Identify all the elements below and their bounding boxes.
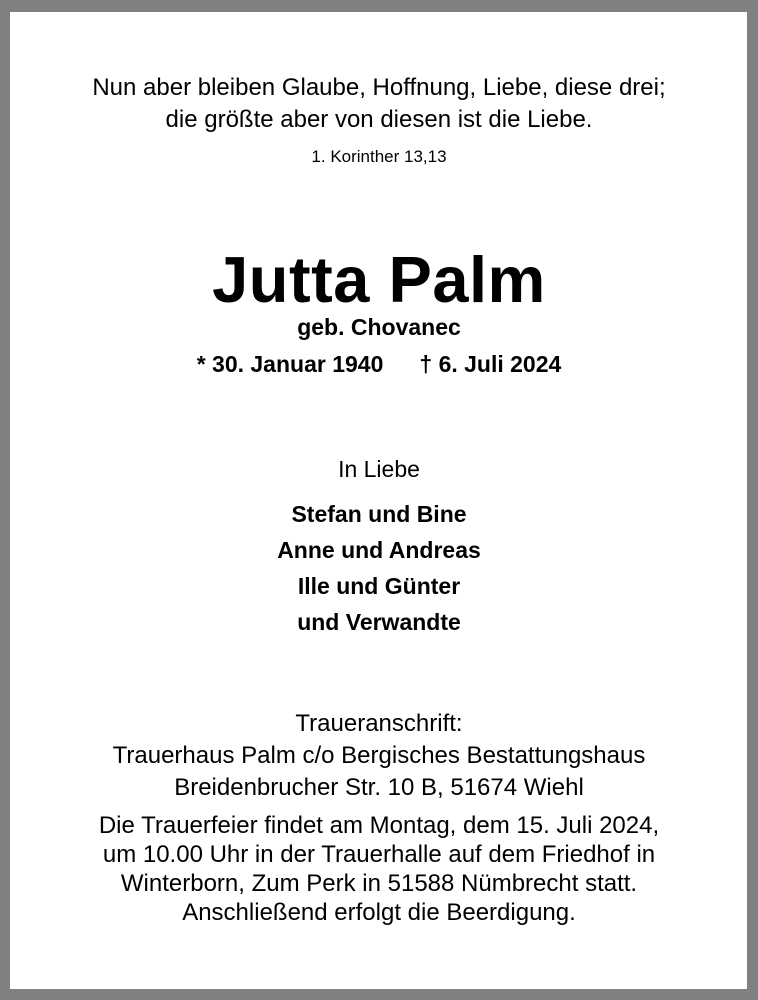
verse-reference: 1. Korinther 13,13 (311, 147, 447, 166)
address-label: Traueranschrift: (295, 710, 463, 737)
mourners-list (0, 496, 758, 640)
cross-icon: † (419, 351, 433, 377)
life-dates (0, 350, 758, 378)
address-line-2: Breidenbrucher Str. 10 B, 51674 Wiehl (174, 774, 584, 801)
bible-verse (0, 72, 758, 136)
service-line-1: Die Trauerfeier findet am Montag, dem 15. Juli 2024, (98, 812, 660, 839)
mourners-intro: In Liebe (338, 456, 420, 482)
funeral-service-info (0, 811, 758, 927)
service-line-4: Anschließend erfolgt die Beerdigung. (182, 899, 576, 926)
address-line-1: Trauerhaus Palm c/o Bergisches Bestattungshaus (112, 742, 646, 769)
maiden-name: geb. Chovanec (297, 314, 461, 340)
mourner-item: Ille und Günter (297, 573, 461, 599)
verse-line-2: die größte aber von diesen ist die Liebe. (165, 106, 593, 133)
birth-date: * 30. Januar 1940 (196, 351, 384, 377)
mourner-item: Anne und Andreas (277, 537, 481, 563)
mourning-address (0, 708, 758, 804)
death-date: 6. Juli 2024 (438, 351, 562, 377)
service-line-3: Winterborn, Zum Perk in 51588 Nümbrecht statt. (120, 870, 638, 897)
verse-line-1: Nun aber bleiben Glaube, Hoffnung, Liebe, diese drei; (92, 74, 666, 101)
mourner-item: und Verwandte (297, 609, 461, 635)
service-line-2: um 10.00 Uhr in der Trauerhalle auf dem Friedhof in (102, 841, 656, 868)
mourner-item: Stefan und Bine (291, 501, 467, 527)
deceased-name: Jutta Palm (212, 243, 546, 316)
